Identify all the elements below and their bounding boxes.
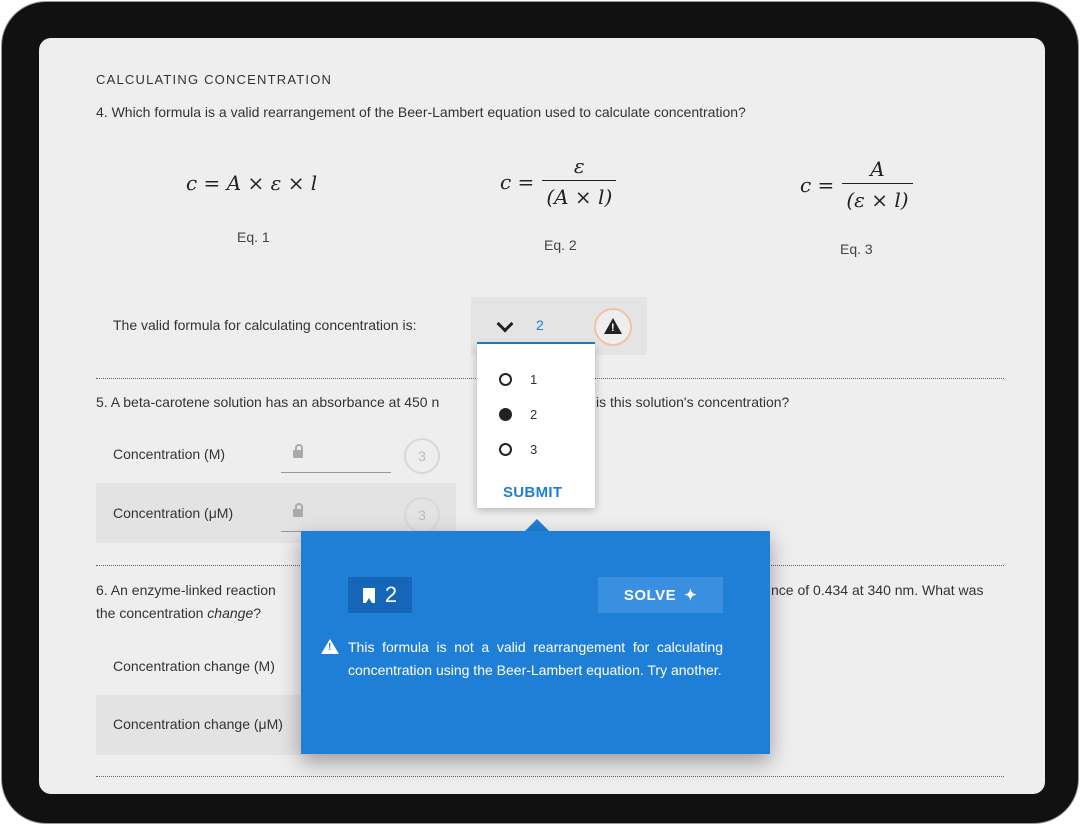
feedback-message: This formula is not a valid rearrangement for calculating concentration using the Beer-Lambert equation. Try another.: [348, 639, 723, 678]
option-1[interactable]: 1: [499, 372, 537, 387]
answer-dropdown: [477, 344, 595, 508]
answer-select[interactable]: [477, 306, 595, 344]
bookmark-icon: [363, 588, 375, 603]
concentration-change-m-label: Concentration change (M): [113, 658, 275, 674]
equation-1-expr: A × ε × l: [226, 171, 318, 195]
attempts-badge: 3: [404, 438, 440, 474]
question-6-text-end: nce of 0.434 at 340 nm. What was: [771, 582, 984, 598]
feedback-pointer: [525, 519, 549, 531]
concentration-m-label: Concentration (M): [113, 446, 226, 462]
equation-3-label: Eq. 3: [840, 241, 873, 257]
equation-2-label: Eq. 2: [544, 237, 577, 253]
warning-indicator[interactable]: !: [594, 308, 632, 346]
equation-2: [500, 154, 616, 209]
radio-icon: [499, 373, 512, 386]
lock-icon: [293, 450, 303, 458]
equation-3-lhs: c =: [800, 172, 835, 197]
magic-wand-icon: ✦: [684, 587, 698, 604]
answer-select-value: 2: [536, 317, 544, 333]
equation-3: [800, 157, 913, 212]
attempt-counter: [348, 577, 412, 613]
question-5-text-end: is this solution's concentration?: [596, 394, 790, 410]
concentration-um-label: Concentration (μM): [113, 505, 234, 521]
equation-3-denominator: (ε × l): [842, 183, 912, 212]
equation-2-lhs: c =: [500, 169, 535, 194]
radio-selected-icon: [499, 408, 512, 421]
attempts-badge: 3: [404, 497, 440, 533]
concentration-m-input[interactable]: [281, 440, 391, 473]
equation-2-fraction: [542, 154, 616, 209]
section-title: CALCULATING CONCENTRATION: [96, 72, 333, 87]
lock-icon: [293, 509, 303, 517]
question-5-text-start: 5. A beta-carotene solution has an absorbance at 450 n: [96, 394, 440, 410]
submit-button[interactable]: SUBMIT: [503, 484, 563, 501]
question-6-text-line2: the concentration change?: [96, 605, 262, 621]
question-6-text-start: 6. An enzyme-linked reaction: [96, 582, 276, 598]
equation-1: [186, 171, 317, 195]
attempt-count: 2: [384, 582, 398, 607]
answer-prompt: The valid formula for calculating concentration is:: [113, 317, 417, 333]
equation-1-lhs: c =: [186, 171, 221, 195]
equation-2-denominator: (A × l): [542, 180, 616, 209]
equation-3-fraction: [842, 157, 912, 212]
question-4-text: 4. Which formula is a valid rearrangement of the Beer-Lambert equation used to calculate concentration?: [96, 104, 746, 120]
feedback-panel: 2 SOLVE ✦ ! This formula is not a valid rearrangement for calculating concentration using the Beer-Lambert equation. Try another.: [301, 531, 770, 754]
equation-1-label: Eq. 1: [237, 229, 270, 245]
tablet-frame: [2, 2, 1078, 823]
equation-3-numerator: A: [870, 157, 885, 181]
equation-2-numerator: ε: [573, 154, 585, 178]
option-3[interactable]: 3: [499, 442, 537, 457]
screen: [39, 38, 1045, 794]
option-2[interactable]: 2: [499, 407, 537, 422]
solve-button[interactable]: [598, 577, 723, 613]
chevron-down-icon: [497, 316, 514, 333]
radio-icon: [499, 443, 512, 456]
concentration-change-um-label: Concentration change (μM): [113, 716, 283, 732]
divider: [96, 776, 1004, 777]
solve-label: SOLVE: [623, 586, 677, 604]
concentration-um-input[interactable]: [281, 499, 391, 532]
